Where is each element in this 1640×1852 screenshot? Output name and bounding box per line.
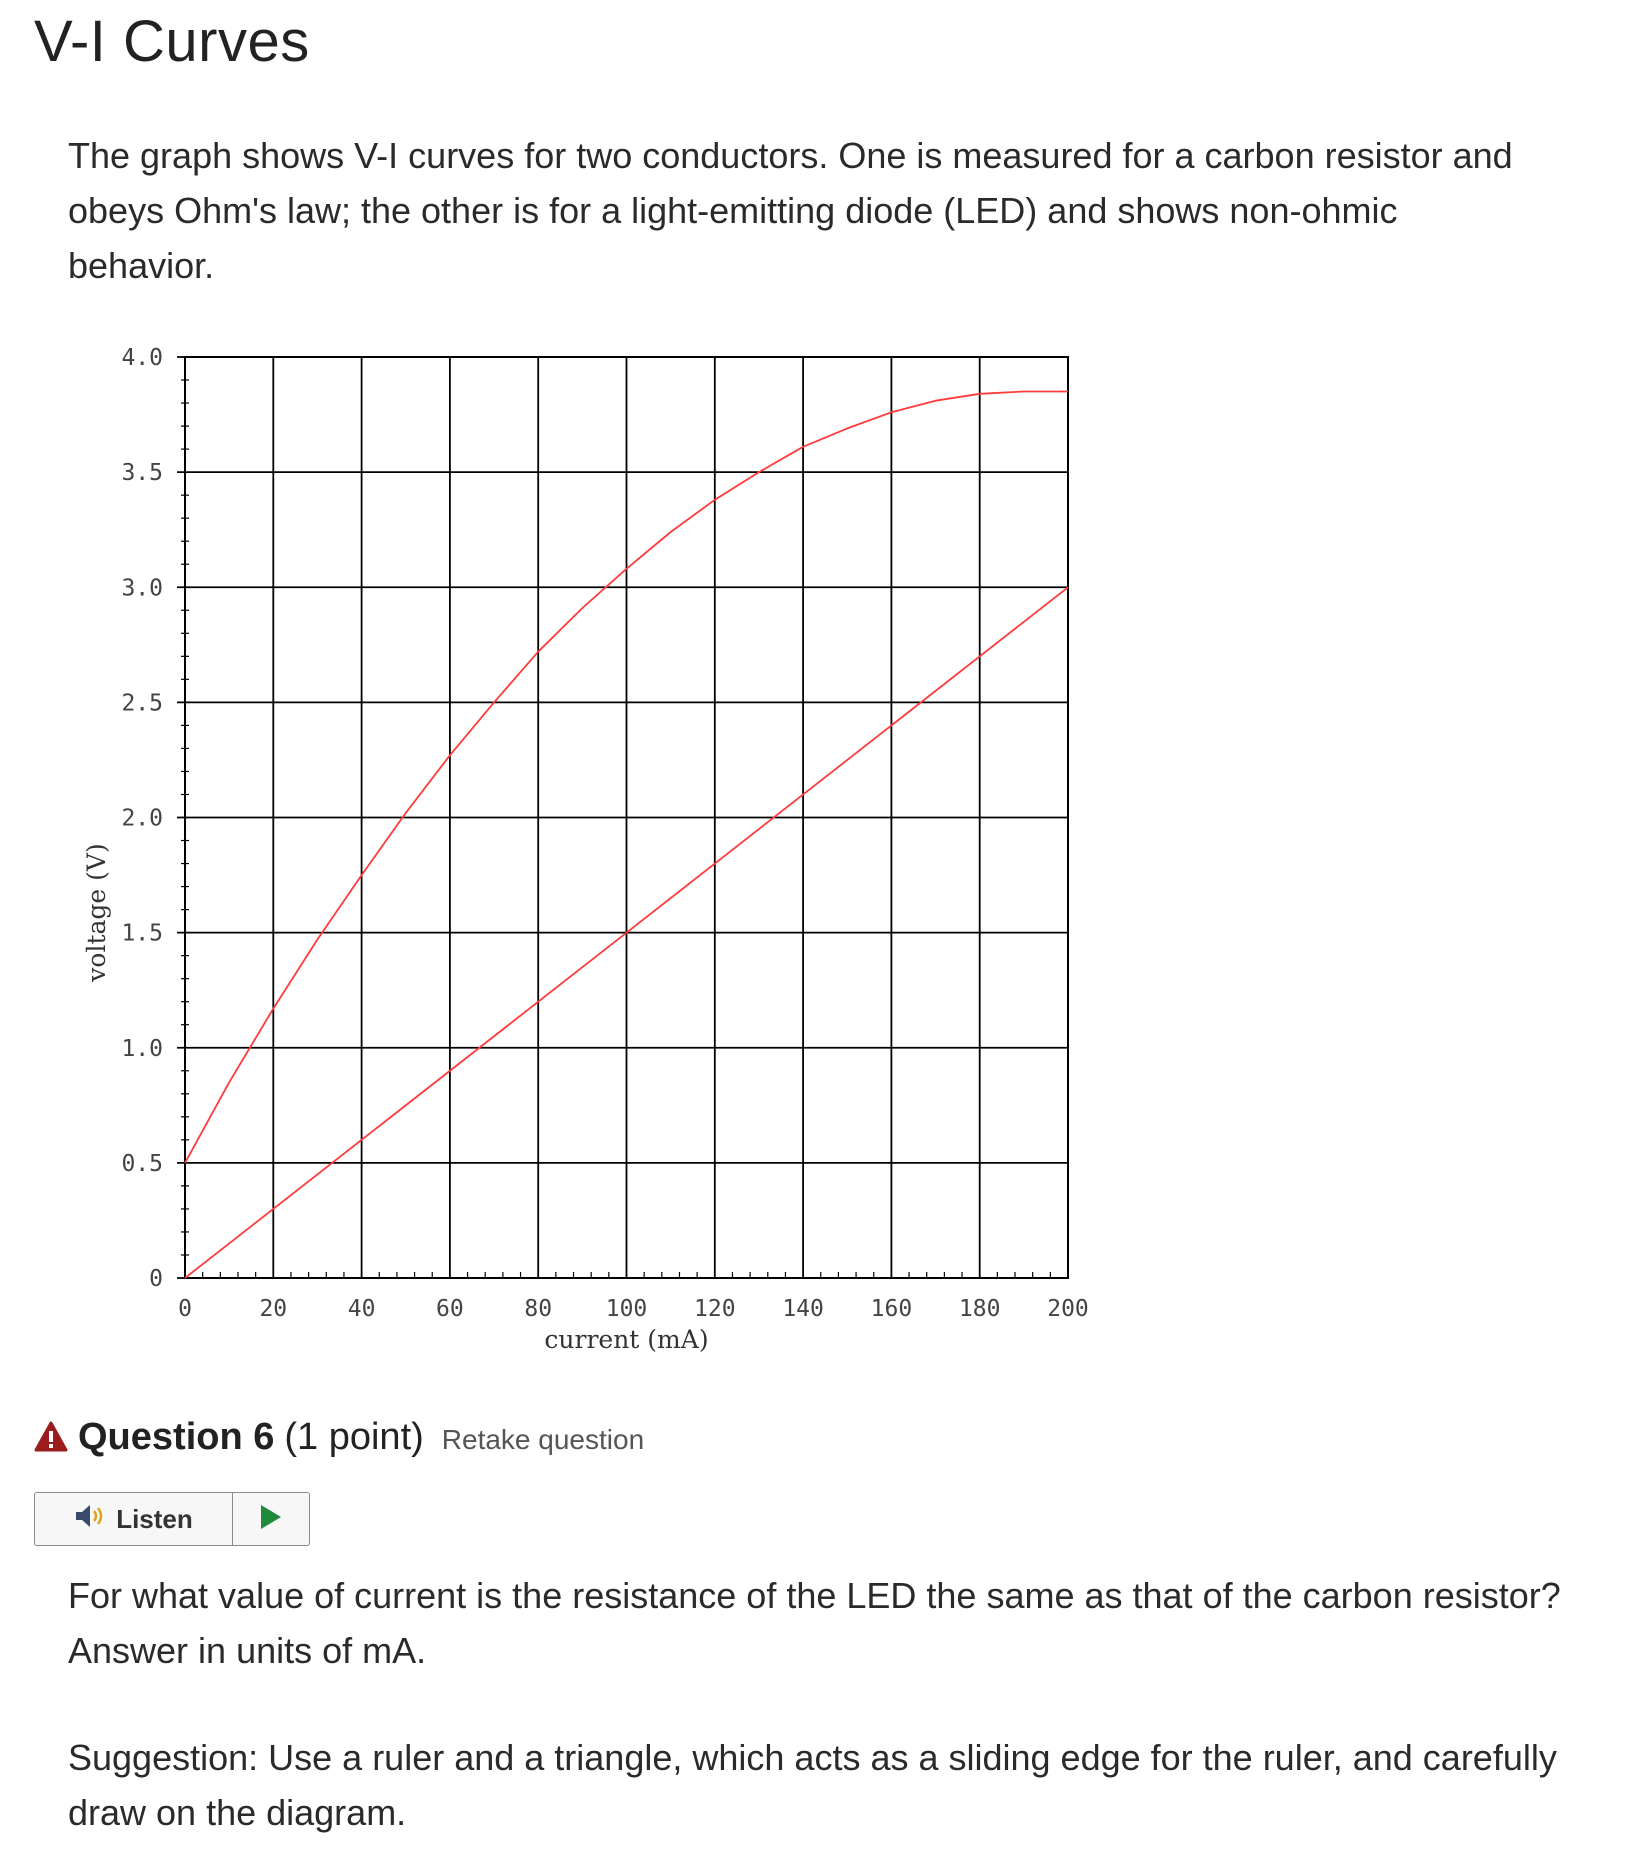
- x-tick-label: 40: [347, 1296, 376, 1322]
- question-header: [34, 1416, 644, 1459]
- chart-x-ticks: [178, 1296, 1089, 1322]
- question-points: (1 point): [284, 1416, 424, 1458]
- y-tick-label: 0.5: [121, 1150, 163, 1177]
- listen-button[interactable]: [35, 1493, 233, 1545]
- y-tick-label: 2.0: [121, 805, 163, 832]
- x-axis-label: current (mA): [544, 1325, 709, 1354]
- warning-triangle-icon: [34, 1421, 68, 1453]
- chart-y-ticks: [121, 345, 163, 1292]
- play-button[interactable]: [233, 1493, 309, 1545]
- play-icon: [259, 1504, 283, 1535]
- question-body: For what value of current is the resistance of the LED the same as that of the carbon resistor? Answer in units of mA.: [68, 1575, 1561, 1671]
- question-title: Question 6: [78, 1416, 275, 1458]
- y-tick-label: 3.0: [121, 575, 163, 602]
- vi-chart: [0, 330, 1120, 1370]
- y-tick-label: 3.5: [121, 460, 163, 487]
- y-tick-label: 0: [149, 1266, 163, 1292]
- intro-text: The graph shows V-I curves for two conductors. One is measured for a carbon resistor and obeys Ohm's law; the other is for a light-emitting diode (LED) and shows non-ohmic behavior.: [68, 135, 1513, 286]
- speaker-icon: [74, 1502, 108, 1537]
- x-tick-label: 100: [605, 1296, 648, 1322]
- x-tick-label: 20: [259, 1296, 288, 1322]
- x-tick-label: 140: [782, 1296, 824, 1322]
- x-tick-label: 60: [436, 1296, 464, 1322]
- y-tick-label: 2.5: [121, 690, 163, 717]
- y-tick-label: 1.0: [121, 1035, 163, 1062]
- y-tick-label: 1.5: [121, 920, 163, 947]
- x-tick-label: 180: [958, 1296, 1001, 1322]
- x-tick-label: 160: [870, 1296, 913, 1322]
- listen-widget: [34, 1492, 310, 1546]
- x-tick-label: 120: [694, 1296, 736, 1322]
- y-tick-label: 4.0: [121, 345, 163, 371]
- chart-grid: [177, 357, 1068, 1278]
- vi-chart-svg: [0, 330, 1120, 1370]
- listen-label: Listen: [116, 1503, 193, 1534]
- page-title: V-I Curves: [34, 9, 310, 74]
- retake-question-link[interactable]: Retake question: [441, 1424, 645, 1455]
- x-tick-label: 80: [524, 1296, 553, 1322]
- y-axis-label: voltage (V): [82, 843, 111, 982]
- question-suggestion: Suggestion: Use a ruler and a triangle, which acts as a sliding edge for the ruler, and carefully draw on the diagram.: [68, 1737, 1557, 1833]
- x-tick-label: 200: [1047, 1296, 1089, 1322]
- x-tick-label: 0: [178, 1296, 192, 1322]
